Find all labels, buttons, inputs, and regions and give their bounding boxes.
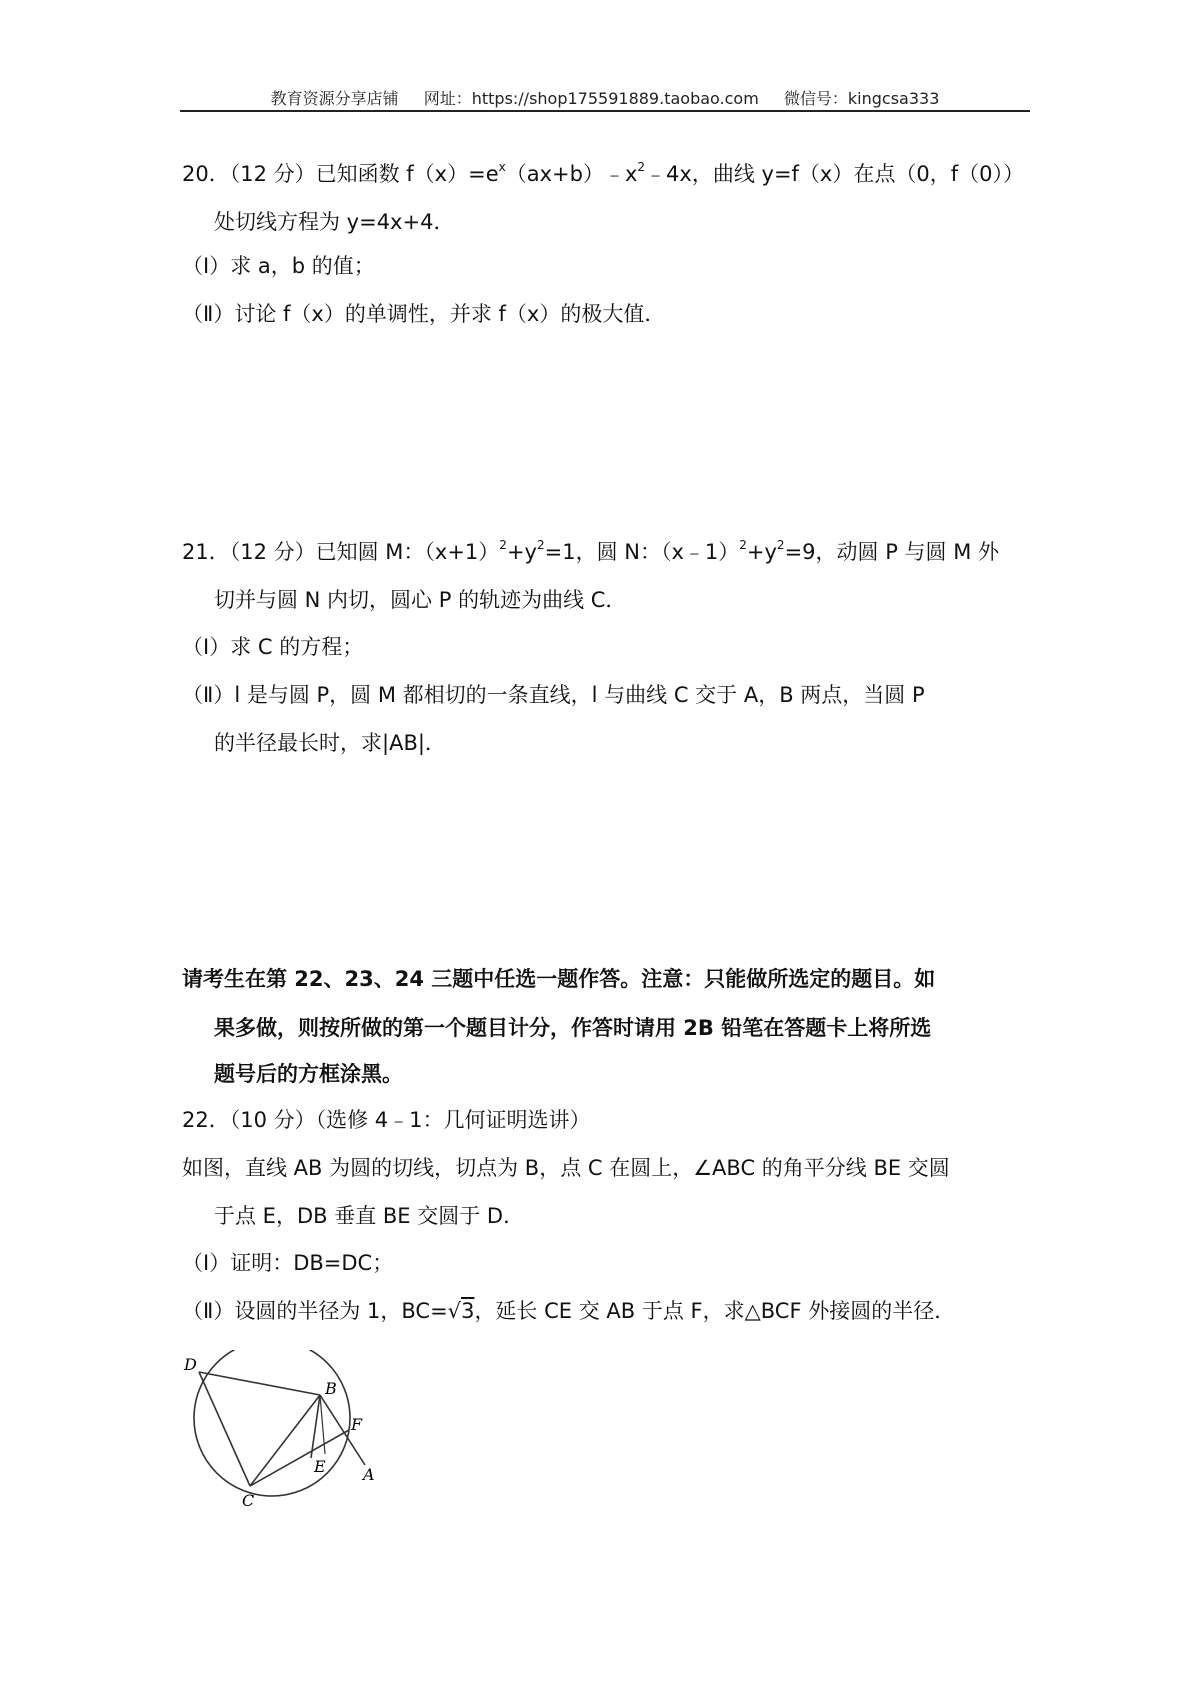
header-divider [180,110,1030,112]
label-B: B [325,1379,337,1398]
q20-part2: （Ⅱ）讨论 f（x）的单调性，并求 f（x）的极大值． [182,302,666,326]
q21-text-e: =9，动圆 P 与圆 M 外 [784,540,1000,564]
q20-line2: 处切线方程为 y=4x+4． [214,210,455,234]
q21-sup-4: 2 [776,538,785,552]
label-E: E [314,1457,326,1476]
segment-DC [199,1372,250,1486]
q21-line2: 切并与圆 N 内切，圆心 P 的轨迹为曲线 C． [214,588,627,612]
q22-part2-text-a: （Ⅱ）设圆的半径为 1，BC= [182,1299,448,1323]
q21-sup-3: 2 [739,538,747,552]
q21-text-b: +y [506,540,537,564]
segment-DB [199,1372,320,1395]
notice-line2: 果多做，则按所做的第一个题目计分，作答时请用 2B 铅笔在答题卡上将所选 [214,1016,932,1040]
q21-part1: （Ⅰ）求 C 的方程； [182,635,364,659]
segment-CF [250,1430,349,1486]
label-C: C [242,1491,255,1510]
label-D: D [184,1355,197,1374]
notice-line3: 题号后的方框涂黑。 [214,1062,403,1086]
q21-text-c: =1，圆 N：（x﹣1） [544,540,740,564]
q22-line2: 于点 E，DB 垂直 BE 交圆于 D． [214,1204,525,1228]
header-wechat: 微信号：kingcsa333 [783,89,940,108]
label-A: A [363,1465,375,1484]
q22-part2-text-b: ，延长 CE 交 AB 于点 F，求△BCF 外接圆的半径． [474,1299,956,1323]
q20-part1: （Ⅰ）求 a，b 的值； [182,254,375,278]
q22-title: 22．（10 分）（选修 4﹣1：几何证明选讲） [182,1108,591,1132]
q20-text-a: 20．（12 分）已知函数 f（x）=e [182,162,499,186]
q20-text-c: ﹣4x，曲线 y=f（x）在点（0，f（0）） [645,162,1024,186]
q21-text-d: +y [746,540,777,564]
q22-sqrt-value: 3 [461,1299,475,1323]
geometry-figure [182,1350,382,1524]
sqrt-symbol: √ [447,1299,462,1323]
q20-line1 [182,158,1024,188]
header-url: 网址：https://shop175591889.taobao.com [423,89,759,108]
page-header [180,86,1030,109]
q21-sup-2: 2 [536,538,545,552]
notice-line1: 请考生在第 22、23、24 三题中任选一题作答。注意：只能做所选定的题目。如 [182,967,936,991]
q21-part2-line2: 的半径最长时，求|AB|． [214,731,446,755]
label-F: F [351,1415,363,1434]
q21-part2-line1: （Ⅱ）l 是与圆 P，圆 M 都相切的一条直线，l 与曲线 C 交于 A，B 两点，当圆 P [182,683,925,707]
q20-sup-x: x [498,160,506,174]
q20-text-b: （ax+b）﹣x [505,162,638,186]
q21-text-a: 21．（12 分）已知圆 M：（x+1） [182,540,500,564]
header-shop: 教育资源分享店铺 [270,89,399,108]
segment-BC [250,1395,320,1486]
q22-line1: 如图，直线 AB 为圆的切线，切点为 B，点 C 在圆上，∠ABC 的角平分线 BE 交圆 [182,1156,950,1180]
q20-sup-2: 2 [637,160,646,174]
q22-part2 [182,1295,955,1325]
circle-tangent-diagram [182,1350,382,1520]
q21-line1 [182,536,999,566]
q21-sup-1: 2 [499,538,507,552]
q22-part1: （Ⅰ）证明：DB=DC； [182,1251,394,1275]
